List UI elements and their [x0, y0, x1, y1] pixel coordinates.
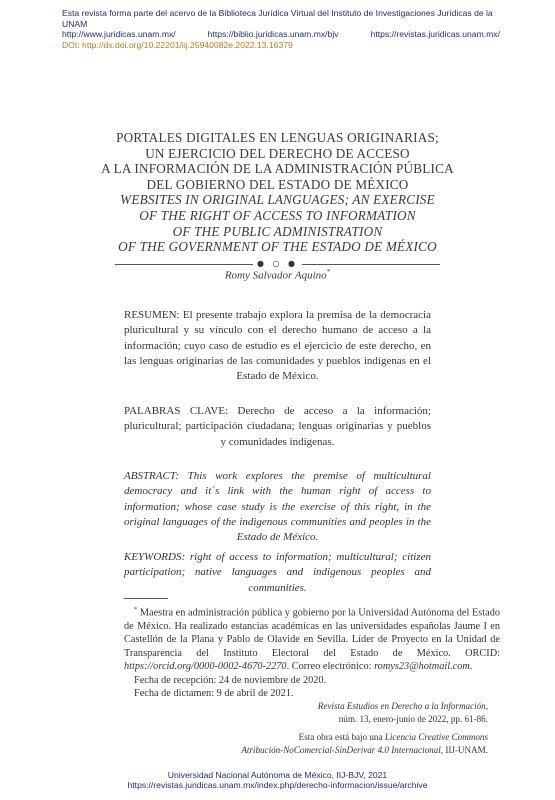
journal-name: Revista Estudios en Derecho a la Información, [317, 701, 488, 711]
license-text: Esta obra está bajo una [298, 732, 385, 743]
resumen-paragraph: RESUMEN: El presente trabajo explora la premisa de la democracia pluricultural y su vínculo con el derecho humano de acceso a la información; cuyo caso de estudio es el ejercicio de este derecho, en las lenguas originarias de las comunidades y pueblos indígenas en el Estado de México. [124, 309, 431, 383]
footnote [124, 603, 500, 701]
license-link[interactable]: Licencia Creative Commons [384, 732, 488, 743]
journal-issue: núm. 13, enero-junio de 2022, pp. 61-86. [338, 713, 488, 724]
abstract-paragraph: ABSTRACT: This work explores the premise of multicultural democracy and it´s link with the human right of access to information; whose case study is the exercise of this right, in the original languages of the indigenous communities and peoples in the Estado de México. [124, 470, 431, 544]
author-byline [0, 268, 555, 282]
citation-block [241, 700, 488, 756]
repository-header [62, 8, 500, 50]
juridicas-link[interactable]: http://www.juridicas.unam.mx/ [62, 29, 176, 40]
title-en-line: OF THE GOVERNMENT OF THE ESTADO DE MÉXICO [118, 239, 437, 255]
title-en-line: WEBSITES IN ORIGINAL LANGUAGES; AN EXERCISE [120, 192, 435, 208]
email-link[interactable]: romys23@hotmail.com [374, 661, 470, 673]
revistas-link[interactable]: https://revistas.juridicas.unam.mx/ [370, 29, 500, 40]
repository-notice: Esta revista forma parte del acervo de la Biblioteca Jurídica Virtual del Instituto de Investigaciones Jurídicas de la UNAM [62, 8, 493, 29]
fecha-recepcion: Fecha de recepción: 24 de noviembre de 2020. [134, 674, 327, 686]
footnote-mark: * [134, 606, 138, 613]
palabras-clave-paragraph: PALABRAS CLAVE: Derecho de acceso a la información; pluricultural; participación ciudadana; lenguas originarias y pueblos y comunidades indígenas. [124, 405, 431, 448]
author-footnote-mark[interactable]: * [326, 268, 331, 276]
archive-link[interactable]: https://revistas.juridicas.unam.mx/index.php/derecho-informacion/issue/archive [127, 780, 428, 791]
license-text: , IIJ-UNAM. [440, 744, 488, 755]
title-en-line: OF THE PUBLIC ADMINISTRATION [172, 223, 383, 239]
article-title [90, 130, 465, 255]
license-link[interactable]: Atribución-NoComercial-SinDerivar 4.0 Internacional [241, 744, 441, 755]
footnote-text: . Correo electrónico: [286, 661, 375, 673]
repository-footer [0, 770, 555, 791]
footnote-bio: Maestra en administración pública y gobierno por la Universidad Autónoma del Estado de México. Ha realizado estancias académicas en las universidades españolas Jaume I en Castellón de la Plana y Pablo de Olavide en Sevilla. Líder de Proyecto en la Unidad de Transparencia del Instituto Electoral del Estado de México. ORCID: [124, 607, 500, 659]
title-es-line: UN EJERCICIO DEL DERECHO DE ACCESO [145, 145, 410, 161]
fecha-dictamen: Fecha de dictamen: 9 de abril de 2021. [134, 688, 294, 700]
footnote-rule [124, 598, 168, 599]
title-es-line: PORTALES DIGITALES EN LENGUAS ORIGINARIAS; [116, 130, 439, 145]
orcid-link[interactable]: https://orcid.org/0000-0002-4670-2270 [124, 661, 287, 673]
footnote-text: . [469, 661, 473, 673]
title-es-line: DEL GOBIERNO DEL ESTADO DE MÉXICO [146, 176, 409, 192]
separator-line-left [115, 264, 253, 265]
title-en-line: OF THE RIGHT OF ACCESS TO INFORMATION [139, 207, 416, 223]
doi-link[interactable]: DOI: http://dx.doi.org/10.22201/iij.25940082e.2022.13.16379 [62, 39, 293, 50]
footer-institution: Universidad Nacional Autónoma de México, IIJ-BJV, 2021 [167, 770, 388, 780]
keywords-paragraph: KEYWORDS: right of access to information; multicultural; citizen participation; native languages and indigenous peoples and communities. [124, 551, 431, 594]
title-es-line: A LA INFORMACIÓN DE LA ADMINISTRACIÓN PÚBLICA [101, 161, 454, 177]
separator-line-right [302, 264, 440, 265]
separator-dots-icon: ● ○ ● [256, 259, 299, 268]
author-name: Romy Salvador Aquino [224, 269, 327, 282]
biblio-link[interactable]: https://biblio.juridicas.unam.mx/bjv [207, 29, 339, 40]
